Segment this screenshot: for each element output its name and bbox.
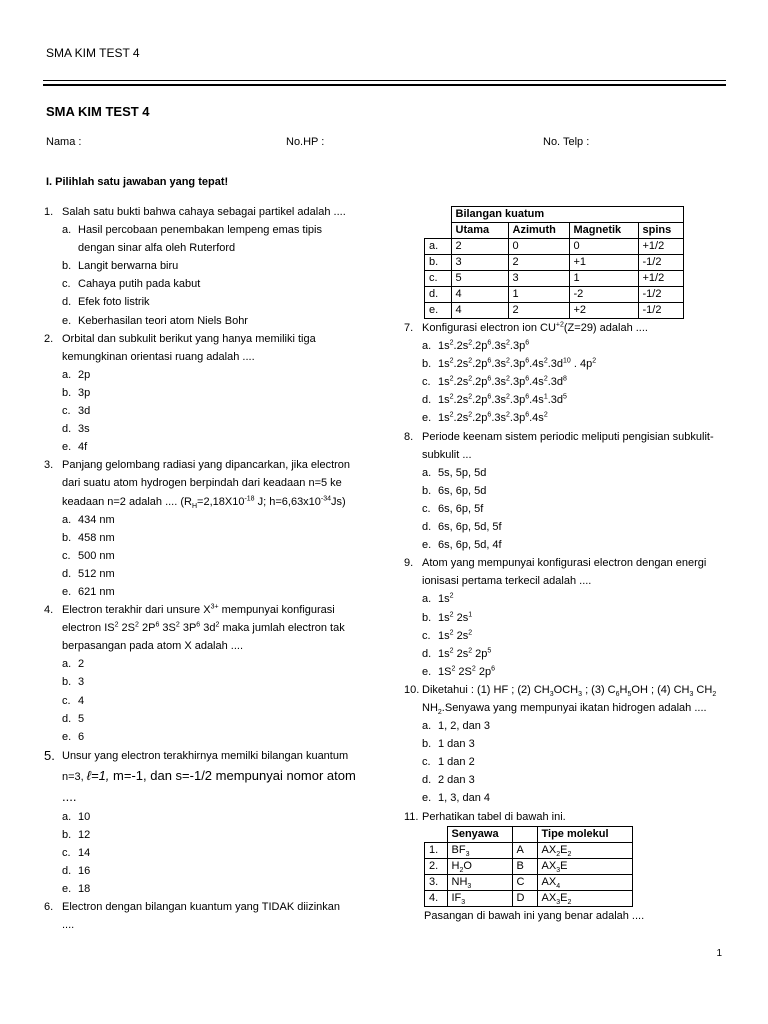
option-text: 6s, 6p, 5d, 5f (438, 521, 502, 534)
option-letter: d. (62, 865, 72, 878)
table-cell: d. (425, 287, 452, 303)
option-letter: d. (62, 567, 72, 580)
question-number: 9. (404, 557, 414, 570)
option-letter: d. (422, 394, 432, 407)
option-letter: e. (422, 539, 432, 552)
option-e: e. $1S^2$ $2S^2$ $2p^6$ (404, 663, 734, 681)
question-number: 11. (404, 810, 419, 823)
molecule-type-table (424, 826, 633, 907)
option-b: b. $1s^2$ $2s^1$ (404, 609, 734, 627)
option-d (404, 771, 734, 789)
table-cell: $NH_3$ (447, 874, 512, 890)
question-number: 6. (44, 901, 54, 914)
table-corner (425, 223, 452, 239)
running-header: SMA KIM TEST 4 (46, 46, 140, 60)
option-text: 3s (78, 423, 90, 436)
table-cell: c. (425, 271, 452, 287)
option-letter: d. (422, 647, 432, 660)
option-text: 6s, 6p, 5d, 4f (438, 539, 502, 552)
option-c (44, 402, 364, 420)
question-text: =2,18X10 (197, 495, 245, 508)
option-letter: a. (62, 810, 72, 823)
option-letter: c. (422, 629, 431, 642)
field-notelp: No. Telp : (543, 136, 590, 148)
table-row (425, 874, 633, 890)
option-d (44, 565, 364, 583)
table-cell: -1/2 (638, 287, 683, 303)
table-cell: 1 (569, 271, 638, 287)
option-e (44, 880, 364, 898)
option-e (404, 536, 734, 554)
option-b (44, 673, 364, 691)
table-header: spins (638, 223, 683, 239)
option-text: 1, 3, dan 4 (438, 792, 490, 805)
table-cell: $H_2O$ (447, 858, 512, 874)
option-text: Keberhasilan teori atom Niels Bohr (78, 314, 248, 327)
field-nama: Nama : (46, 136, 82, 148)
table-cell: 4 (451, 303, 508, 319)
option-a: a. $1s^2.2s^2.2p^6.3s^2.3p^6$ (404, 337, 734, 355)
option-a (404, 464, 734, 482)
option-c (44, 547, 364, 565)
option-text: 6 (78, 730, 85, 743)
question-text: .Senyawa yang mempunyai ikatan hidrogen adalah .... (441, 701, 707, 714)
table-cell: -2 (569, 287, 638, 303)
option-text: 2 dan 3 (438, 774, 475, 787)
table-cell: a. (425, 239, 452, 255)
table-cell: A (512, 842, 537, 858)
option-text: 6s, 6p, 5d (438, 484, 487, 497)
header-rule (43, 80, 726, 81)
option-b (44, 826, 364, 844)
question-11 (404, 808, 734, 826)
option-text: 3p (78, 386, 91, 399)
table-cell: b. (425, 255, 452, 271)
question-text: NH (422, 701, 438, 714)
question-text: H (619, 683, 628, 696)
option-c (44, 844, 364, 862)
option-b: b. $1s^2.2s^2.2p^6.3s^2.3p^6.4s^2.3d^{10}$ . $4p^2$ (404, 355, 734, 373)
option-b (44, 384, 364, 402)
option-e: e. $1s^2.2s^2.2p^6.3s^2.3p^6.4s^2$ (404, 409, 734, 427)
subscript: H (191, 502, 198, 510)
option-letter: d. (62, 296, 72, 309)
option-text: Cahaya putih pada kabut (78, 278, 201, 291)
question-number: 8. (404, 430, 414, 443)
question-text: Salah satu bukti bahwa cahaya sebagai partikel adalah .... (62, 206, 346, 218)
superscript: +2 (555, 321, 564, 329)
question-number: 4. (44, 604, 54, 617)
option-e (44, 583, 364, 601)
option-letter: c. (422, 756, 431, 769)
question-text: Unsur yang electron terakhirnya memilki bilangan kuantum n=3, (62, 749, 349, 783)
option-letter: a. (62, 368, 72, 381)
option-a (44, 221, 338, 257)
table-cell: +2 (569, 303, 638, 319)
question-6 (44, 898, 364, 916)
table-group-header: Bilangan kuatum (451, 207, 683, 223)
option-letter: c. (62, 847, 71, 859)
option-letter: e. (62, 730, 72, 743)
option-letter: e. (62, 883, 72, 896)
option-a: a. $1s^2$ (404, 590, 734, 608)
table-header: Utama (451, 223, 508, 239)
option-text: Langit berwarna biru (78, 260, 179, 273)
superscript: -34 (320, 494, 332, 502)
table-row (425, 842, 633, 858)
question-number: 1. (44, 206, 54, 218)
option-text: Hasil percobaan penembakan lempeng emas tipis dengan sinar alfa oleh Ruterford (78, 224, 322, 255)
option-text: 2p (78, 368, 91, 381)
question-text: Perhatikan tabel di bawah ini. (422, 810, 566, 823)
option-text: Efek foto listrik (78, 296, 150, 309)
question-text: Orbital dan subkulit berikut yang hanya memiliki tiga kemungkinan orientasi ruang adalah .... (62, 332, 316, 363)
table-cell: +1/2 (638, 271, 683, 287)
question-text: Atom yang mempunyai konfigurasi electron dengan energi ionisasi pertama terkecil adalah .... (422, 557, 707, 588)
option-b (404, 482, 734, 500)
table-cell: -1/2 (638, 303, 683, 319)
option-text: 4f (78, 441, 88, 454)
option-letter: a. (422, 340, 432, 353)
option-letter: b. (422, 358, 432, 371)
option-a (404, 717, 734, 735)
superscript: -18 (244, 494, 255, 502)
option-letter: b. (62, 386, 72, 399)
option-letter: e. (422, 665, 432, 678)
option-letter: a. (62, 224, 72, 237)
option-text: 500 nm (78, 549, 115, 562)
option-text: 5 (78, 712, 85, 725)
table-cell (512, 826, 537, 842)
question-3 (44, 456, 364, 510)
table-row (425, 287, 684, 303)
table-row (425, 271, 684, 287)
question-text: ; (3) C (582, 683, 616, 696)
option-letter: e. (422, 412, 432, 425)
question-5 (44, 746, 364, 808)
option-d (44, 710, 364, 728)
question-text: mempunyai konfigurasi electron IS (62, 604, 335, 635)
superscript: 3+ (210, 603, 219, 611)
option-text: 3 (78, 676, 85, 689)
table-cell: e. (425, 303, 452, 319)
option-letter: e. (62, 314, 72, 327)
option-letter: e. (62, 441, 72, 454)
question-1 (44, 203, 364, 221)
table-cell: $AX_3E_2$ (537, 890, 632, 906)
option-b (404, 735, 734, 753)
question-text: Panjang gelombang radiasi yang dipancarkan, jika electron dari suatu atom hydrogen berpindah dari keadaan n=5 ke keadaan n=2 adalah .... (R (62, 459, 351, 508)
option-letter: b. (62, 531, 72, 544)
table-cell: $BF_3$ (447, 842, 512, 858)
option-text: 434 nm (78, 513, 115, 526)
table-cell: $AX_3E$ (537, 858, 632, 874)
table-row (425, 890, 633, 906)
table-header: Azimuth (508, 223, 569, 239)
table-corner (425, 826, 448, 842)
table-cell: +1 (569, 255, 638, 271)
option-letter: b. (422, 611, 432, 624)
option-e (44, 728, 364, 746)
option-a (44, 808, 364, 826)
option-d: d. $1s^2.2s^2.2p^6.3s^2.3p^6.4s^1.3d^5$ (404, 391, 734, 409)
option-text: 10 (78, 810, 91, 823)
option-a (44, 366, 364, 384)
question-text: OCH (553, 683, 579, 696)
table-cell: 3. (425, 874, 448, 890)
table-cell: $AX_2E_2$ (537, 842, 632, 858)
option-letter: a. (62, 658, 72, 671)
table-cell: 2 (451, 239, 508, 255)
option-e (44, 438, 364, 456)
option-e (404, 789, 734, 807)
question-number: 7. (404, 322, 414, 334)
question-8 (404, 428, 734, 464)
table-corner (425, 207, 452, 223)
question-text: OH ; (4) CH (631, 683, 690, 696)
table-cell: 3 (508, 271, 569, 287)
option-text: 16 (78, 865, 91, 878)
table-cell: 0 (569, 239, 638, 255)
table-cell: 4 (451, 287, 508, 303)
option-c (44, 275, 364, 293)
option-d (44, 293, 364, 311)
table-cell: 5 (451, 271, 508, 287)
option-letter: c. (62, 549, 71, 562)
question-text: maka jumlah electron tak berpasangan pada atom X adalah .... (62, 622, 345, 653)
question-9 (404, 554, 734, 590)
option-letter: a. (62, 513, 72, 526)
option-a (44, 511, 364, 529)
table-row (425, 239, 684, 255)
table-cell: 2 (508, 303, 569, 319)
table-cell: B (512, 858, 537, 874)
right-column (404, 206, 734, 925)
option-text: 18 (78, 883, 91, 896)
option-letter: e. (62, 585, 72, 598)
table-cell: 2. (425, 858, 448, 874)
page-title: SMA KIM TEST 4 (46, 104, 150, 119)
question-text: m=-1, dan s=-1/2 mempunyai nomor atom .... (62, 767, 356, 804)
question-4: 4. Electron terakhir dari unsure $X^{3+}$ mempunyai konfigurasi electron $IS^2$ $2S^2$ $2P^6$ $3S^2$ $3P^6$ $3d^2$ maka jumlah electron tak berpasangan pada atom X adalah .... (44, 601, 364, 655)
option-letter: d. (422, 774, 432, 787)
option-d: d. $1s^2$ $2s^2$ $2p^5$ (404, 645, 734, 663)
option-text: 3d (78, 405, 91, 418)
option-letter: a. (422, 466, 432, 479)
option-text: 621 nm (78, 585, 115, 598)
option-letter: d. (422, 521, 432, 534)
option-c (44, 692, 364, 710)
option-text: 12 (78, 828, 91, 841)
option-e (44, 312, 364, 330)
question-text: J; h=6,63x10 (254, 495, 321, 508)
question-text: Electron dengan bilangan kuantum yang TIDAK diizinkan (62, 901, 341, 914)
option-d (44, 420, 364, 438)
option-d (404, 518, 734, 536)
header-rule-thick (43, 84, 726, 86)
field-nohp: No.HP : (286, 136, 325, 148)
option-letter: c. (422, 376, 431, 389)
option-letter: d. (62, 423, 72, 436)
table-row (425, 858, 633, 874)
question-text: (Z=29) adalah .... (563, 322, 648, 334)
table-cell: $IF_3$ (447, 890, 512, 906)
question-text: ℓ=1, (86, 767, 110, 783)
option-letter: a. (422, 720, 432, 733)
option-letter: b. (62, 676, 72, 689)
option-text: 512 nm (78, 567, 115, 580)
table-cell: 1 (508, 287, 569, 303)
question-text: Js) (331, 495, 346, 508)
option-text: 14 (78, 847, 91, 859)
question-number: 10. (404, 683, 420, 696)
question-number: 3. (44, 459, 54, 472)
table-cell: D (512, 890, 537, 906)
option-c: c. $1s^2$ $2s^2$ (404, 627, 734, 645)
question-text: Diketahui : (1) HF ; (2) CH (422, 683, 550, 696)
option-letter: e. (422, 792, 432, 805)
option-letter: b. (422, 738, 432, 751)
option-letter: c. (62, 405, 71, 418)
table-header: Magnetik (569, 223, 638, 239)
table-cell: -1/2 (638, 255, 683, 271)
option-letter: b. (62, 260, 72, 273)
option-text: 1 dan 2 (438, 756, 475, 769)
option-text: 5s, 5p, 5d (438, 466, 487, 479)
option-c: c. $1s^2.2s^2.2p^6.3s^2.3p^6.4s^2.3d^8$ (404, 373, 734, 391)
question-number: 2. (44, 332, 54, 345)
table-row (425, 255, 684, 271)
option-b (44, 529, 364, 547)
option-text: 2 (78, 658, 85, 671)
table-header: Tipe molekul (537, 826, 632, 842)
question-text: Periode keenam sistem periodic meliputi pengisian subkulit-subkulit ... (422, 430, 714, 461)
option-c (404, 753, 734, 771)
option-text: 1, 2, dan 3 (438, 720, 490, 733)
option-a (44, 655, 364, 673)
table-cell: 4. (425, 890, 448, 906)
option-text: 458 nm (78, 531, 115, 544)
table-cell: 3 (451, 255, 508, 271)
option-letter: c. (422, 502, 431, 515)
option-letter: a. (422, 593, 432, 606)
option-d (44, 862, 364, 880)
quantum-number-table (424, 206, 684, 319)
question-number: 5. (44, 747, 55, 763)
table-header: Senyawa (447, 826, 512, 842)
left-column (44, 203, 364, 934)
question-text: CH (693, 683, 713, 696)
question-7 (404, 319, 734, 337)
option-b (44, 257, 364, 275)
table-cell: $AX_4$ (537, 874, 632, 890)
option-letter: b. (422, 484, 432, 497)
table-cell: +1/2 (638, 239, 683, 255)
table-cell: 0 (508, 239, 569, 255)
option-text: 1 dan 3 (438, 738, 475, 751)
table-row (425, 303, 684, 319)
question-10: 10. Diketahui : (1) HF ; (2) $CH_3OCH_3$ ; (3) $C_6H_5OH$ ; (4) $CH_3$ $CH_2$ $NH_2.Senyawa$ yang mempunyai ikatan hidrogen adalah .... (404, 681, 734, 717)
question-text: Electron terakhir dari unsure X (62, 604, 211, 617)
question-11-caption: Pasangan di bawah ini yang benar adalah .... (424, 909, 645, 922)
option-letter: c. (62, 694, 71, 707)
option-letter: d. (62, 712, 72, 725)
question-2 (44, 330, 364, 366)
table-cell: 1. (425, 842, 448, 858)
table-cell: 2 (508, 255, 569, 271)
question-text: Konfigurasi electron ion CU (422, 322, 556, 334)
section-heading: I. Pilihlah satu jawaban yang tepat! (46, 176, 229, 188)
option-text: 6s, 6p, 5f (438, 502, 484, 515)
option-c (404, 500, 734, 518)
option-text: 4 (78, 694, 85, 707)
question-6-continuation: .... (62, 919, 75, 932)
table-cell: C (512, 874, 537, 890)
page-number: 1 (716, 948, 722, 959)
option-letter: c. (62, 278, 71, 291)
option-letter: b. (62, 828, 72, 841)
